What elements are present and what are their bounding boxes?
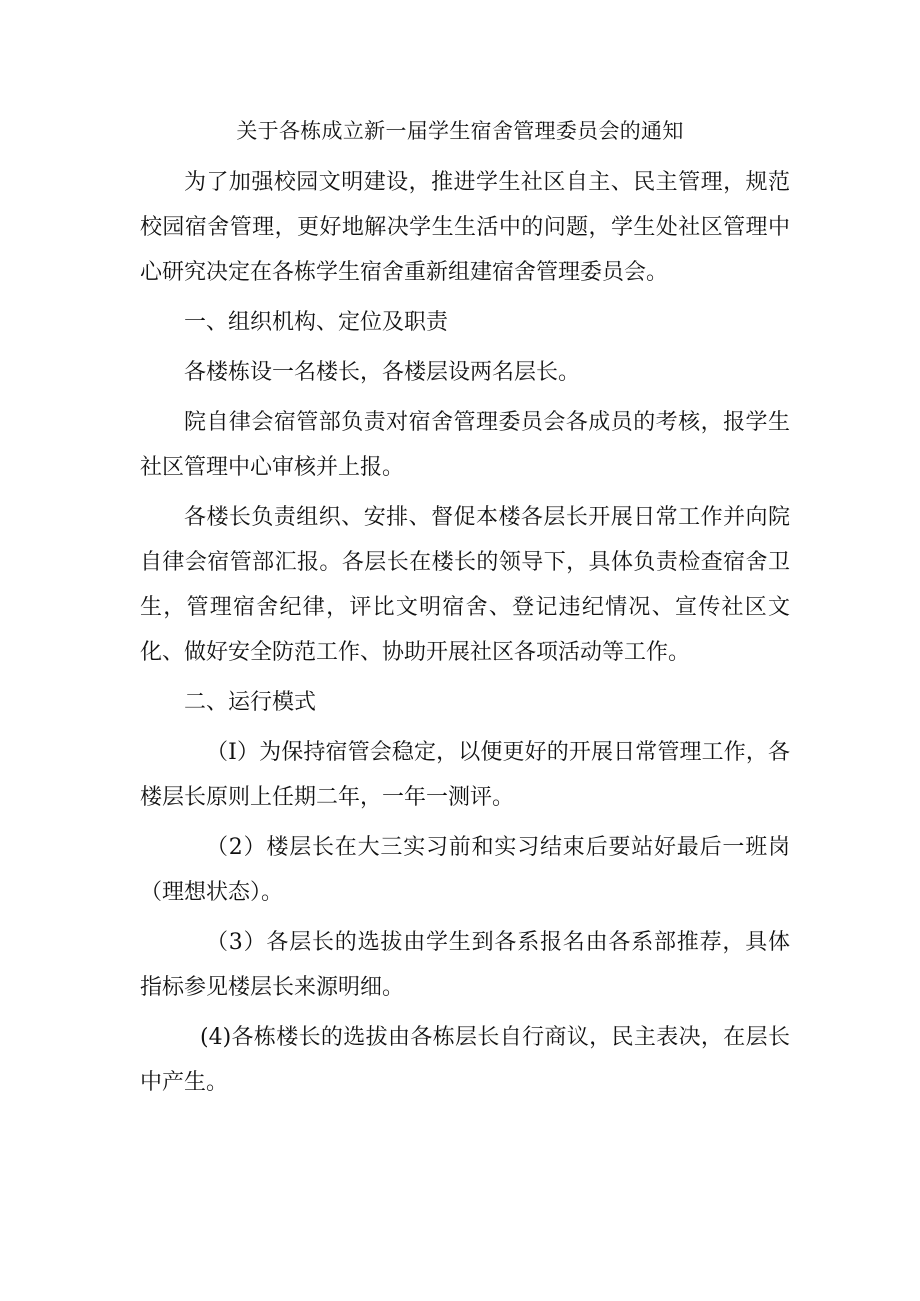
section-heading-1: 一、组织机构、定位及职责 [184, 310, 449, 335]
list-item-3: （3）各层长的选拔由学生到各系报名由各系部推荐，具体指标参见楼层长来源明细。 [140, 930, 790, 1000]
list-item-1: （I）为保持宿管会稳定，以便更好的开展日常管理工作，各楼层长原则上任期二年，一年一测评。 [140, 740, 790, 810]
list-item-4: (4)各栋楼长的选拔由各栋层长自行商议，民主表决，在层长中产生。 [140, 1025, 790, 1095]
document-body [140, 160, 790, 1110]
paragraph-intro: 为了加强校园文明建设，推进学生社区自主、民主管理，规范校园宿舍管理，更好地解决学生生活中的问题，学生处社区管理中心研究决定在各栋学生宿舍重新组建宿舍管理委员会。 [140, 170, 790, 285]
list-item-2: （2）楼层长在大三实习前和实习结束后要站好最后一班岗（理想状态）。 [140, 835, 790, 905]
section-heading-2: 二、运行模式 [184, 690, 317, 715]
document-title: 关于各栋成立新一届学生宿舍管理委员会的通知 [236, 119, 684, 143]
paragraph-structure: 各楼栋设一名楼长，各楼层设两名层长。 [184, 360, 581, 385]
paragraph-duties: 各楼长负责组织、安排、督促本楼各层长开展日常工作并向院自律会宿管部汇报。各层长在楼长的领导下，具体负责检查宿舍卫生，管理宿舍纪律，评比文明宿舍、登记违纪情况、宣传社区文化、做好安全防范工作、协助开展社区各项活动等工作。 [140, 505, 790, 665]
paragraph-assessment: 院自律会宿管部负责对宿舍管理委员会各成员的考核，报学生社区管理中心审核并上报。 [140, 410, 790, 480]
